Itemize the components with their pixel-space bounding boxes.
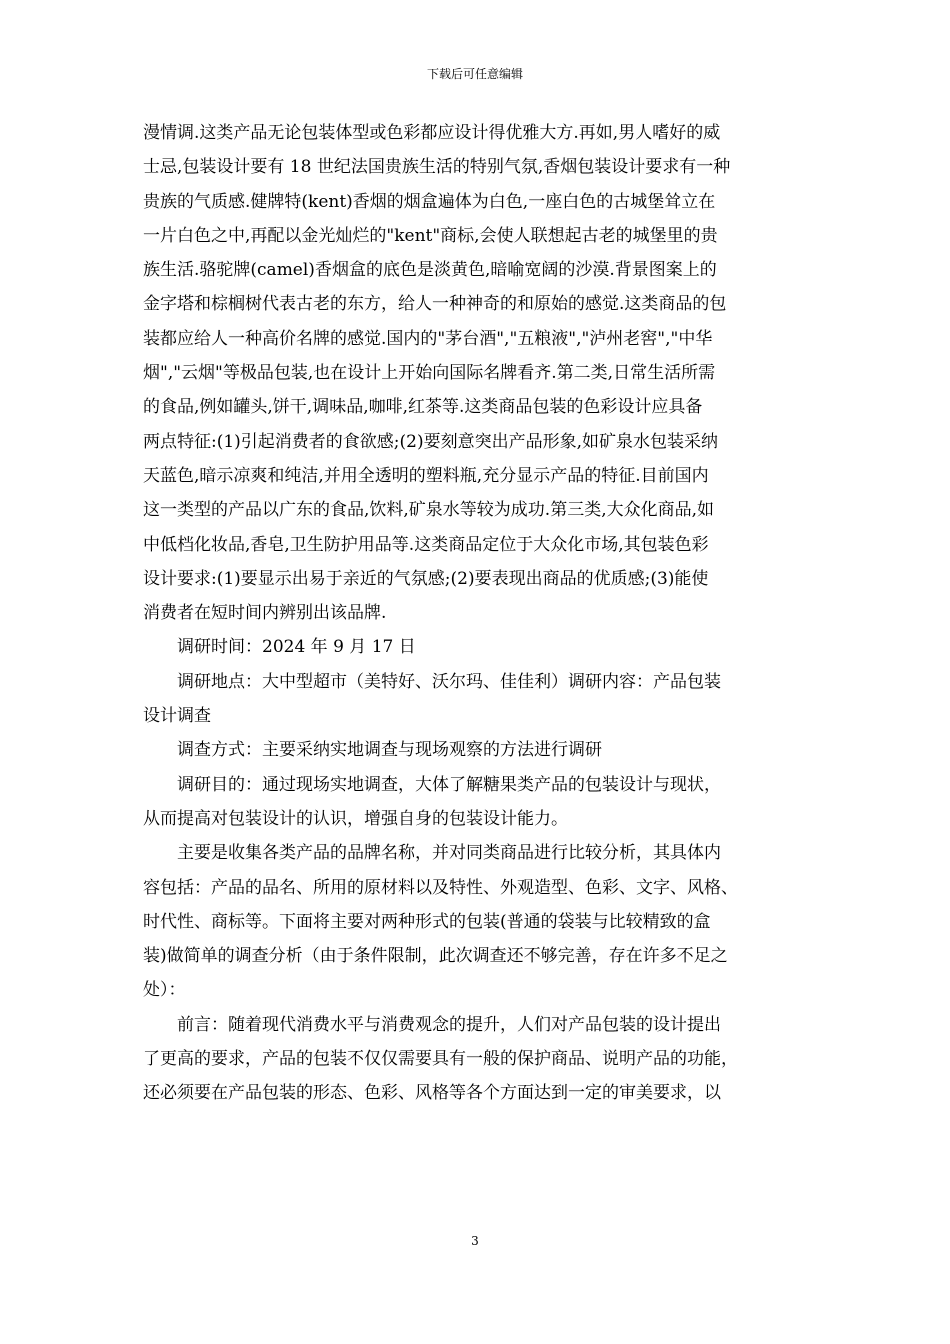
research-time: 调研时间：2024 年 9 月 17 日 bbox=[177, 637, 416, 658]
research-content: 主要是收集各类产品的品牌名称，并对同类商品进行比较分析，其具体内 bbox=[177, 843, 721, 864]
text-line: 消费者在短时间内辨别出该品牌. bbox=[143, 603, 387, 624]
text-line: 装都应给人一种高价名牌的感觉.国内的"茅台酒","五粮液","泸州老窖","中华 bbox=[143, 328, 713, 349]
research-method: 调查方式：主要采纳实地调查与现场观察的方法进行调研 bbox=[177, 740, 602, 761]
text-line: 时代性、商标等。下面将主要对两种形式的包装(普通的袋装与比较精致的盒 bbox=[143, 911, 711, 932]
text-line: 容包括：产品的品名、所用的原材料以及特性、外观造型、色彩、文字、风格、 bbox=[143, 877, 738, 898]
text-line: 烟","云烟"等极品包装,也在设计上开始向国际名牌看齐.第二类,日常生活所需 bbox=[143, 363, 716, 384]
research-location: 调研地点：大中型超市（美特好、沃尔玛、佳佳利）调研内容：产品包装 bbox=[177, 671, 721, 692]
text-line: 设计要求:(1)要显示出易于亲近的气氛感;(2)要表现出商品的优质感;(3)能使 bbox=[143, 568, 709, 589]
text-line: 了更高的要求，产品的包装不仅仅需要具有一般的保护商品、说明产品的功能， bbox=[143, 1049, 738, 1070]
text-line: 中低档化妆品,香皂,卫生防护用品等.这类商品定位于大众化市场,其包装色彩 bbox=[143, 534, 709, 555]
text-line: 设计调查 bbox=[143, 706, 211, 727]
text-line: 一片白色之中,再配以金光灿烂的"kent"商标,会使人联想起古老的城堡里的贵 bbox=[143, 225, 718, 246]
text-line: 贵族的气质感.健牌特(kent)香烟的烟盒遍体为白色,一座白色的古城堡耸立在 bbox=[143, 191, 716, 212]
page-header: 下载后可任意编辑 bbox=[426, 67, 523, 81]
text-line: 漫情调.这类产品无论包装体型或色彩都应设计得优雅大方.再如,男人嗜好的威 bbox=[143, 123, 721, 143]
page-number: 3 bbox=[471, 1234, 479, 1248]
preface: 前言：随着现代消费水平与消费观念的提升，人们对产品包装的设计提出 bbox=[177, 1014, 721, 1035]
text-line: 还必须要在产品包装的形态、色彩、风格等各个方面达到一定的审美要求，以 bbox=[143, 1083, 721, 1104]
text-line: 士忌,包装设计要有 18 世纪法国贵族生活的特别气氛,香烟包装设计要求有一种 bbox=[143, 157, 731, 178]
research-purpose: 调研目的：通过现场实地调查，大体了解糖果类产品的包装设计与现状， bbox=[177, 774, 721, 795]
text-line: 族生活.骆驼牌(camel)香烟盒的底色是淡黄色,暗喻宽阔的沙漠.背景图案上的 bbox=[143, 260, 717, 281]
text-line: 两点特征:(1)引起消费者的食欲感;(2)要刻意突出产品形象,如矿泉水包装采纳 bbox=[143, 431, 719, 452]
text-line: 的食品,例如罐头,饼干,调味品,咖啡,红茶等.这类商品包装的色彩设计应具备 bbox=[143, 397, 703, 418]
document-body bbox=[143, 116, 808, 1111]
text-line: 天蓝色,暗示凉爽和纯洁,并用全透明的塑料瓶,充分显示产品的特征.目前国内 bbox=[143, 465, 709, 486]
text-line: 金字塔和棕榈树代表古老的东方，给人一种神奇的和原始的感觉.这类商品的包 bbox=[143, 294, 727, 315]
text-line: 处）： bbox=[143, 980, 186, 1001]
text-line: 从而提高对包装设计的认识，增强自身的包装设计能力。 bbox=[143, 808, 568, 829]
text-line: 装)做简单的调查分析（由于条件限制，此次调查还不够完善，存在许多不足之 bbox=[143, 946, 728, 967]
text-line: 这一类型的产品以广东的食品,饮料,矿泉水等较为成功.第三类,大众化商品,如 bbox=[143, 500, 715, 521]
